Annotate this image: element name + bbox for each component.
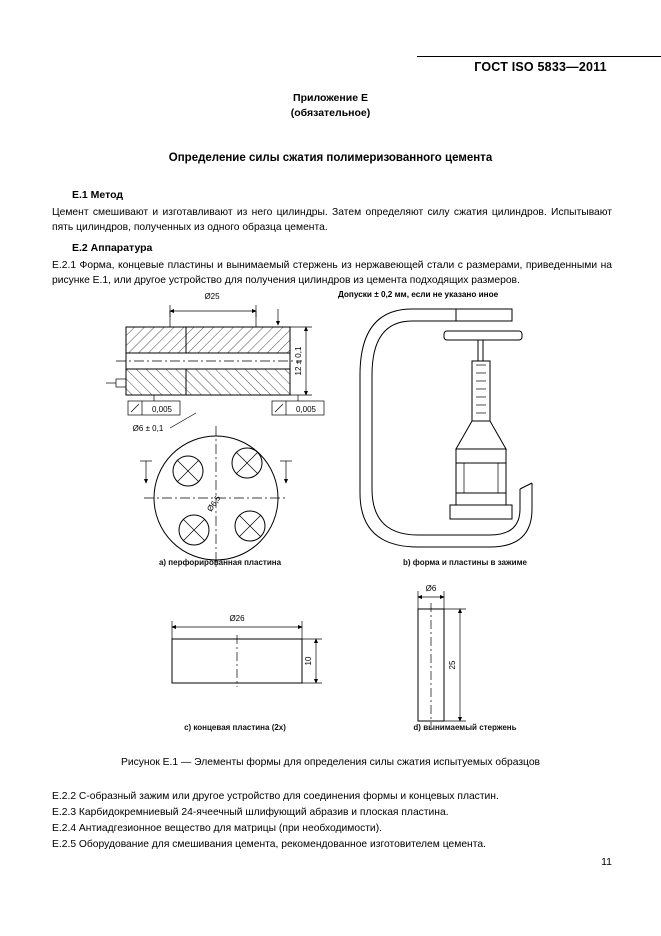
svg-text:Ø6: Ø6 xyxy=(425,584,437,593)
section-heading-e1: Е.1 Метод xyxy=(72,189,124,201)
annex-status: (обязательное) xyxy=(290,107,371,119)
paragraph-e21: Е.2.1 Форма, концевые пластины и вынимаемый стержень из нержавеющей стали с размерами, приведенными на рисунке Е.1, или другое устройство для получения цилиндров из цемента подходящих размеров. xyxy=(52,260,612,286)
figure-caption: Рисунок Е.1 — Элементы формы для определения силы сжатия испытуемых образцов xyxy=(120,757,541,768)
tolerance-note: Допуски ± 0,2 мм, если не указано иное xyxy=(338,290,499,299)
svg-text:0,005: 0,005 xyxy=(151,405,173,414)
subcaption-a: а) перфорированная пластина xyxy=(158,558,282,567)
subcaption-c: c) концевая пластина (2x) xyxy=(184,723,286,732)
standard-title: ГОСТ ISO 5833—2011 xyxy=(474,60,607,74)
header-rule xyxy=(417,56,661,57)
page-number: 11 xyxy=(601,856,612,868)
annex-label: Приложение Е xyxy=(293,92,368,104)
svg-text:10: 10 xyxy=(304,656,313,666)
subcaption-b: b) форма и пластины в зажиме xyxy=(403,558,527,567)
svg-text:Ø6,5: Ø6,5 xyxy=(205,493,223,514)
svg-text:Ø26: Ø26 xyxy=(229,614,245,623)
item-e24: Е.2.4 Антиадгезионное вещество для матрицы (при необходимости). xyxy=(52,823,382,834)
item-e22: Е.2.2 С-образный зажим или другое устройство для соединения формы и концевых пластин. xyxy=(52,791,499,802)
page-title: Определение силы сжатия полимеризованного цемента xyxy=(168,152,493,164)
svg-text:Ø25: Ø25 xyxy=(204,292,220,301)
section-heading-e2: Е.2 Аппаратура xyxy=(72,242,153,254)
subcaption-d: d) вынимаемый стержень xyxy=(413,723,517,732)
svg-text:12 ± 0,1: 12 ± 0,1 xyxy=(294,346,303,376)
paragraph-e1: Цемент смешивают и изготавливают из него цилиндры. Затем определяют силу сжатия цилиндров. Испытывают пять цилиндров, полученных из одного образца цемента. xyxy=(52,207,612,233)
svg-text:25: 25 xyxy=(448,660,457,670)
svg-text:0,005: 0,005 xyxy=(295,405,317,414)
page-header xyxy=(52,56,612,82)
figure-e1 xyxy=(20,283,640,753)
item-e23: Е.2.3 Карбидокремниевый 24-ячеечный шлифующий абразив и плоская пластина. xyxy=(52,807,449,818)
figure-drawing xyxy=(20,283,640,753)
item-e25: Е.2.5 Оборудование для смешивания цемента, рекомендованное изготовителем цемента. xyxy=(52,839,486,850)
svg-text:Ø6 ± 0,1: Ø6 ± 0,1 xyxy=(132,424,164,433)
